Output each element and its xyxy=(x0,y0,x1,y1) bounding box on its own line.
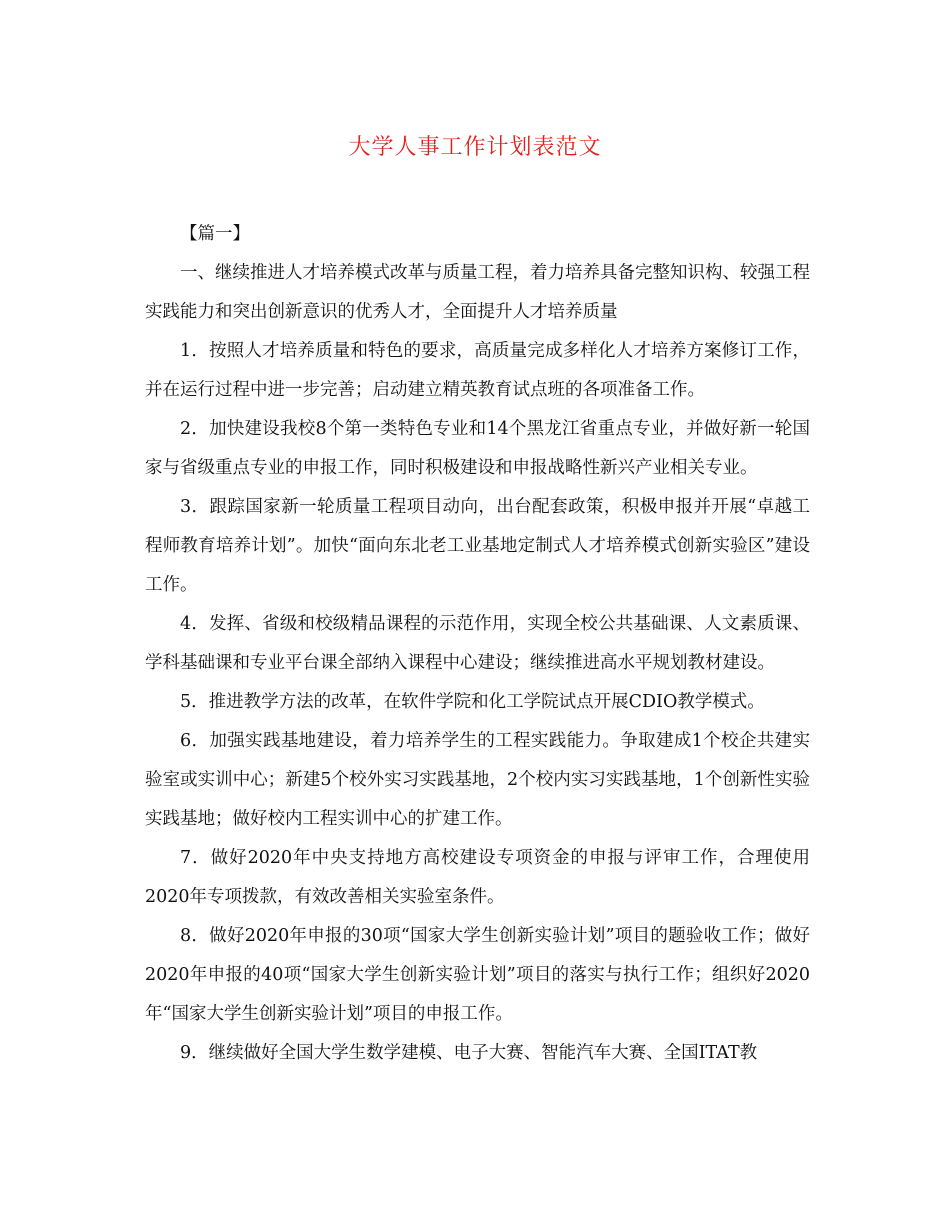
paragraph-item-9: 9．继续做好全国大学生数学建模、电子大赛、智能汽车大赛、全国ITAT教 xyxy=(180,1043,758,1063)
section-label: 【篇一】 xyxy=(180,224,250,244)
paragraph-item-1: 1．按照人才培养质量和特色的要求，高质量完成多样化人才培养方案修订工作，并在运行过程中进一步完善；启动建立精英教育试点班的各项准备工作。 xyxy=(145,341,810,400)
paragraph-item-7: 7．做好2020年中央支持地方高校建设专项资金的申报与评审工作，合理使用2020年专项拨款，有效改善相关实验室条件。 xyxy=(145,848,810,907)
document-title: 大学人事工作计划表范文 xyxy=(348,135,602,160)
document-body xyxy=(145,215,810,1073)
paragraph-item-2: 2．加快建设我校8个第一类特色专业和14个黑龙江省重点专业，并做好新一轮国家与省级重点专业的申报工作，同时积极建设和申报战略性新兴产业相关专业。 xyxy=(145,419,810,478)
paragraph-item-8: 8．做好2020年申报的30项“国家大学生创新实验计划”项目的题验收工作；做好2020年申报的40项“国家大学生创新实验计划”项目的落实与执行工作；组织好2020年“国家大学生创新实验计划”项目的申报工作。 xyxy=(145,926,810,1024)
paragraph-intro: 一、继续推进人才培养模式改革与质量工程，着力培养具备完整知识构、较强工程实践能力和突出创新意识的优秀人才，全面提升人才培养质量 xyxy=(145,263,810,322)
paragraph-item-6: 6．加强实践基地建设，着力培养学生的工程实践能力。争取建成1个校企共建实验室或实训中心；新建5个校外实习实践基地，2个校内实习实践基地，1个创新性实验实践基地；做好校内工程实训中心的扩建工作。 xyxy=(145,731,810,829)
paragraph-item-5: 5．推进教学方法的改革，在软件学院和化工学院试点开展CDIO教学模式。 xyxy=(180,692,765,712)
paragraph-item-3: 3．跟踪国家新一轮质量工程项目动向，出台配套政策，积极申报并开展“卓越工程师教育培养计划”。加快“面向东北老工业基地定制式人才培养模式创新实验区”建设工作。 xyxy=(145,497,810,595)
paragraph-item-4: 4．发挥、省级和校级精品课程的示范作用，实现全校公共基础课、人文素质课、学科基础课和专业平台课全部纳入课程中心建设；继续推进高水平规划教材建设。 xyxy=(145,614,810,673)
